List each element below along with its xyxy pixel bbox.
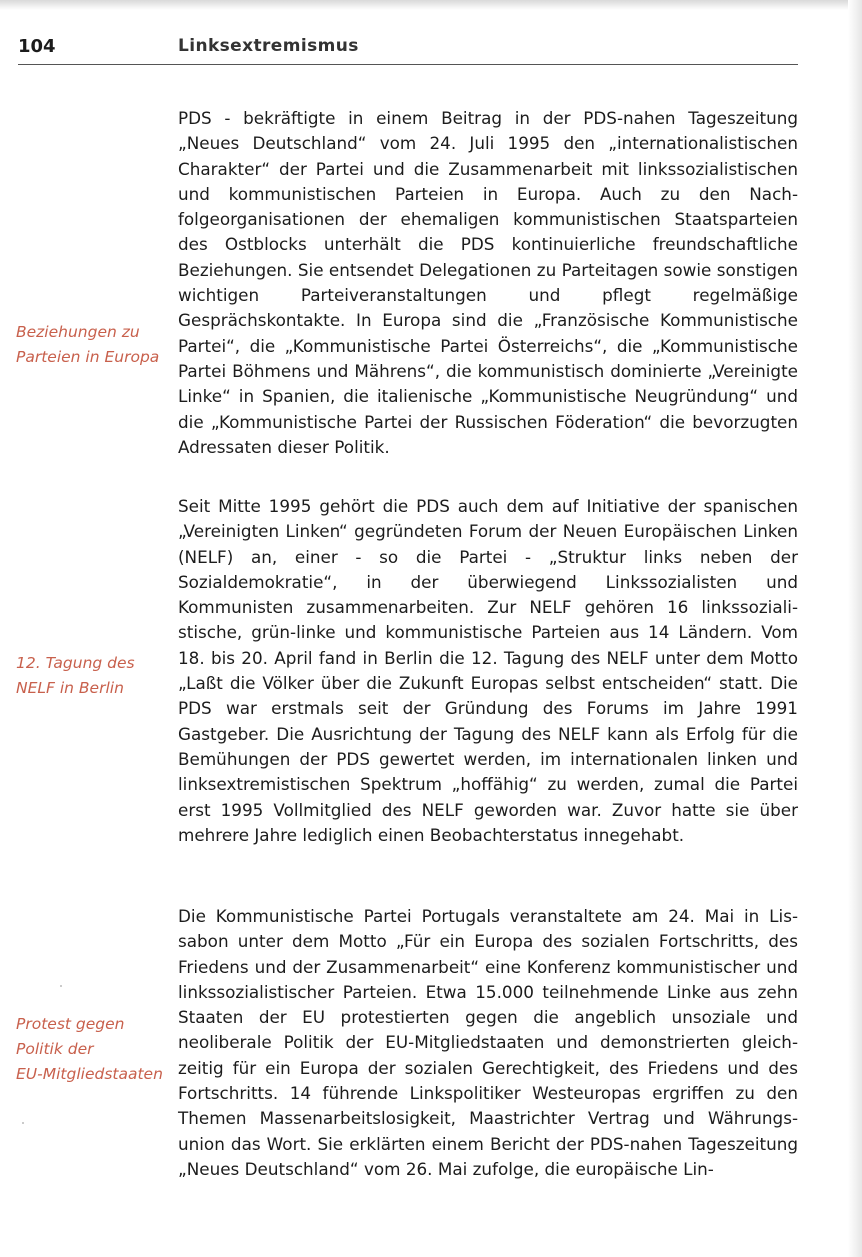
running-header [18, 36, 798, 64]
page-number: 104 [18, 36, 56, 57]
margin-note-nelf-tagung: 12. Tagung des NELF in Berlin [16, 654, 135, 697]
page-gutter-shadow [848, 0, 862, 1257]
body-paragraph-2: Seit Mitte 1995 gehört die PDS auch dem auf Initiative der spanischen „Vereinigten Linken“ gegründeten Forum der Neuen Europäischen Linken (NELF) an, einer - so die Partei - „Struktur links neben der Sozialdemokratie“, in der überwiegend Linkssozialisten und Kommunisten zusammenarbeiten. Zur NELF gehören 16 linkssozialistische, grün-linke und kommunistische Parteien aus 14 Ländern. Vom 18. bis 20. April fand in Berlin die 12. Tagung des NELF unter dem Motto „Laßt die Völker über die Zukunft Europas selbst entscheiden“ statt. Die PDS war erstmals seit der Gründung des Forums im Jahre 1991 Gastgeber. Die Ausrichtung der Tagung des NELF kann als Erfolg für die Bemühungen der PDS gewertet werden, im internationalen linken und linksextremistischen Spektrum „hoffähig“ zu werden, zumal die Partei erst 1995 Vollmitglied des NELF geworden war. Zuvor hatte sie über mehrere Jahre lediglich einen Beobachterstatus innegehabt. [178, 496, 798, 845]
body-paragraph-3: Die Kommunistische Partei Portugals veranstaltete am 24. Mai in Lissabon unter dem Motto „Für ein Europa des sozialen Fortschritts, des Friedens und der Zusammenarbeit“ eine Konferenz kommunistischer und linkssozialistischer Parteien. Etwa 15.000 teilnehmende Linke aus zehn Staaten der EU protestierten gegen die angeblich unsoziale und neoliberale Politik der EU-Mitgliedstaaten und demonstrierten gleichzeitig für ein Europa der sozialen Gerechtigkeit, des Friedens und des Fortschritts. 14 führende Linkspolitiker Westeuropas ergriffen zu den Themen Massenarbeitslosigkeit, Maastrichter Vertrag und Währungsunion das Wort. Sie erklärten einem Bericht der PDS-nahen Tageszeitung „Neues Deutschland“ vom 26. Mai zufolge, die europäische Lin- [178, 906, 798, 1179]
scan-speck [60, 985, 62, 987]
header-rule [18, 64, 798, 65]
scan-speck [22, 1122, 24, 1124]
margin-note-protest: Protest gegen Politik der EU-Mitgliedstaaten [16, 1015, 163, 1083]
body-paragraph-1: PDS - bekräftigte in einem Beitrag in der PDS-nahen Tageszeitung „Neues Deutschland“ vom 24. Juli 1995 den „internationalistischen Charakter“ der Partei und die Zusammenarbeit mit linkssozialistischen und kommunistischen Parteien in Europa. Auch zu den Nachfolgeorganisationen der ehemaligen kommunistischen Staatsparteien des Ostblocks unterhält die PDS kontinuierliche freundschaftliche Beziehungen. Sie entsendet Delegationen zu Parteitagen sowie sonstigen wichtigen Parteiveranstaltungen und pflegt regelmäßige Gesprächskontakte. In Europa sind die „Französische Kommunistische Partei“, die „Kommunistische Partei Österreichs“, die „Kommunistische Partei Böhmens und Mährens“, die kommunistisch dominierte „Vereinigte Linke“ in Spanien, die italienische „Kommunistische Neugründung“ und die „Kommunistische Partei der Russischen Föderation“ die bevorzugten Adressaten dieser Politik. [178, 108, 798, 457]
running-title: Linksextremismus [178, 36, 359, 56]
margin-note-beziehungen: Beziehungen zu Parteien in Europa [16, 323, 160, 366]
page-edge-shadow [0, 0, 862, 10]
